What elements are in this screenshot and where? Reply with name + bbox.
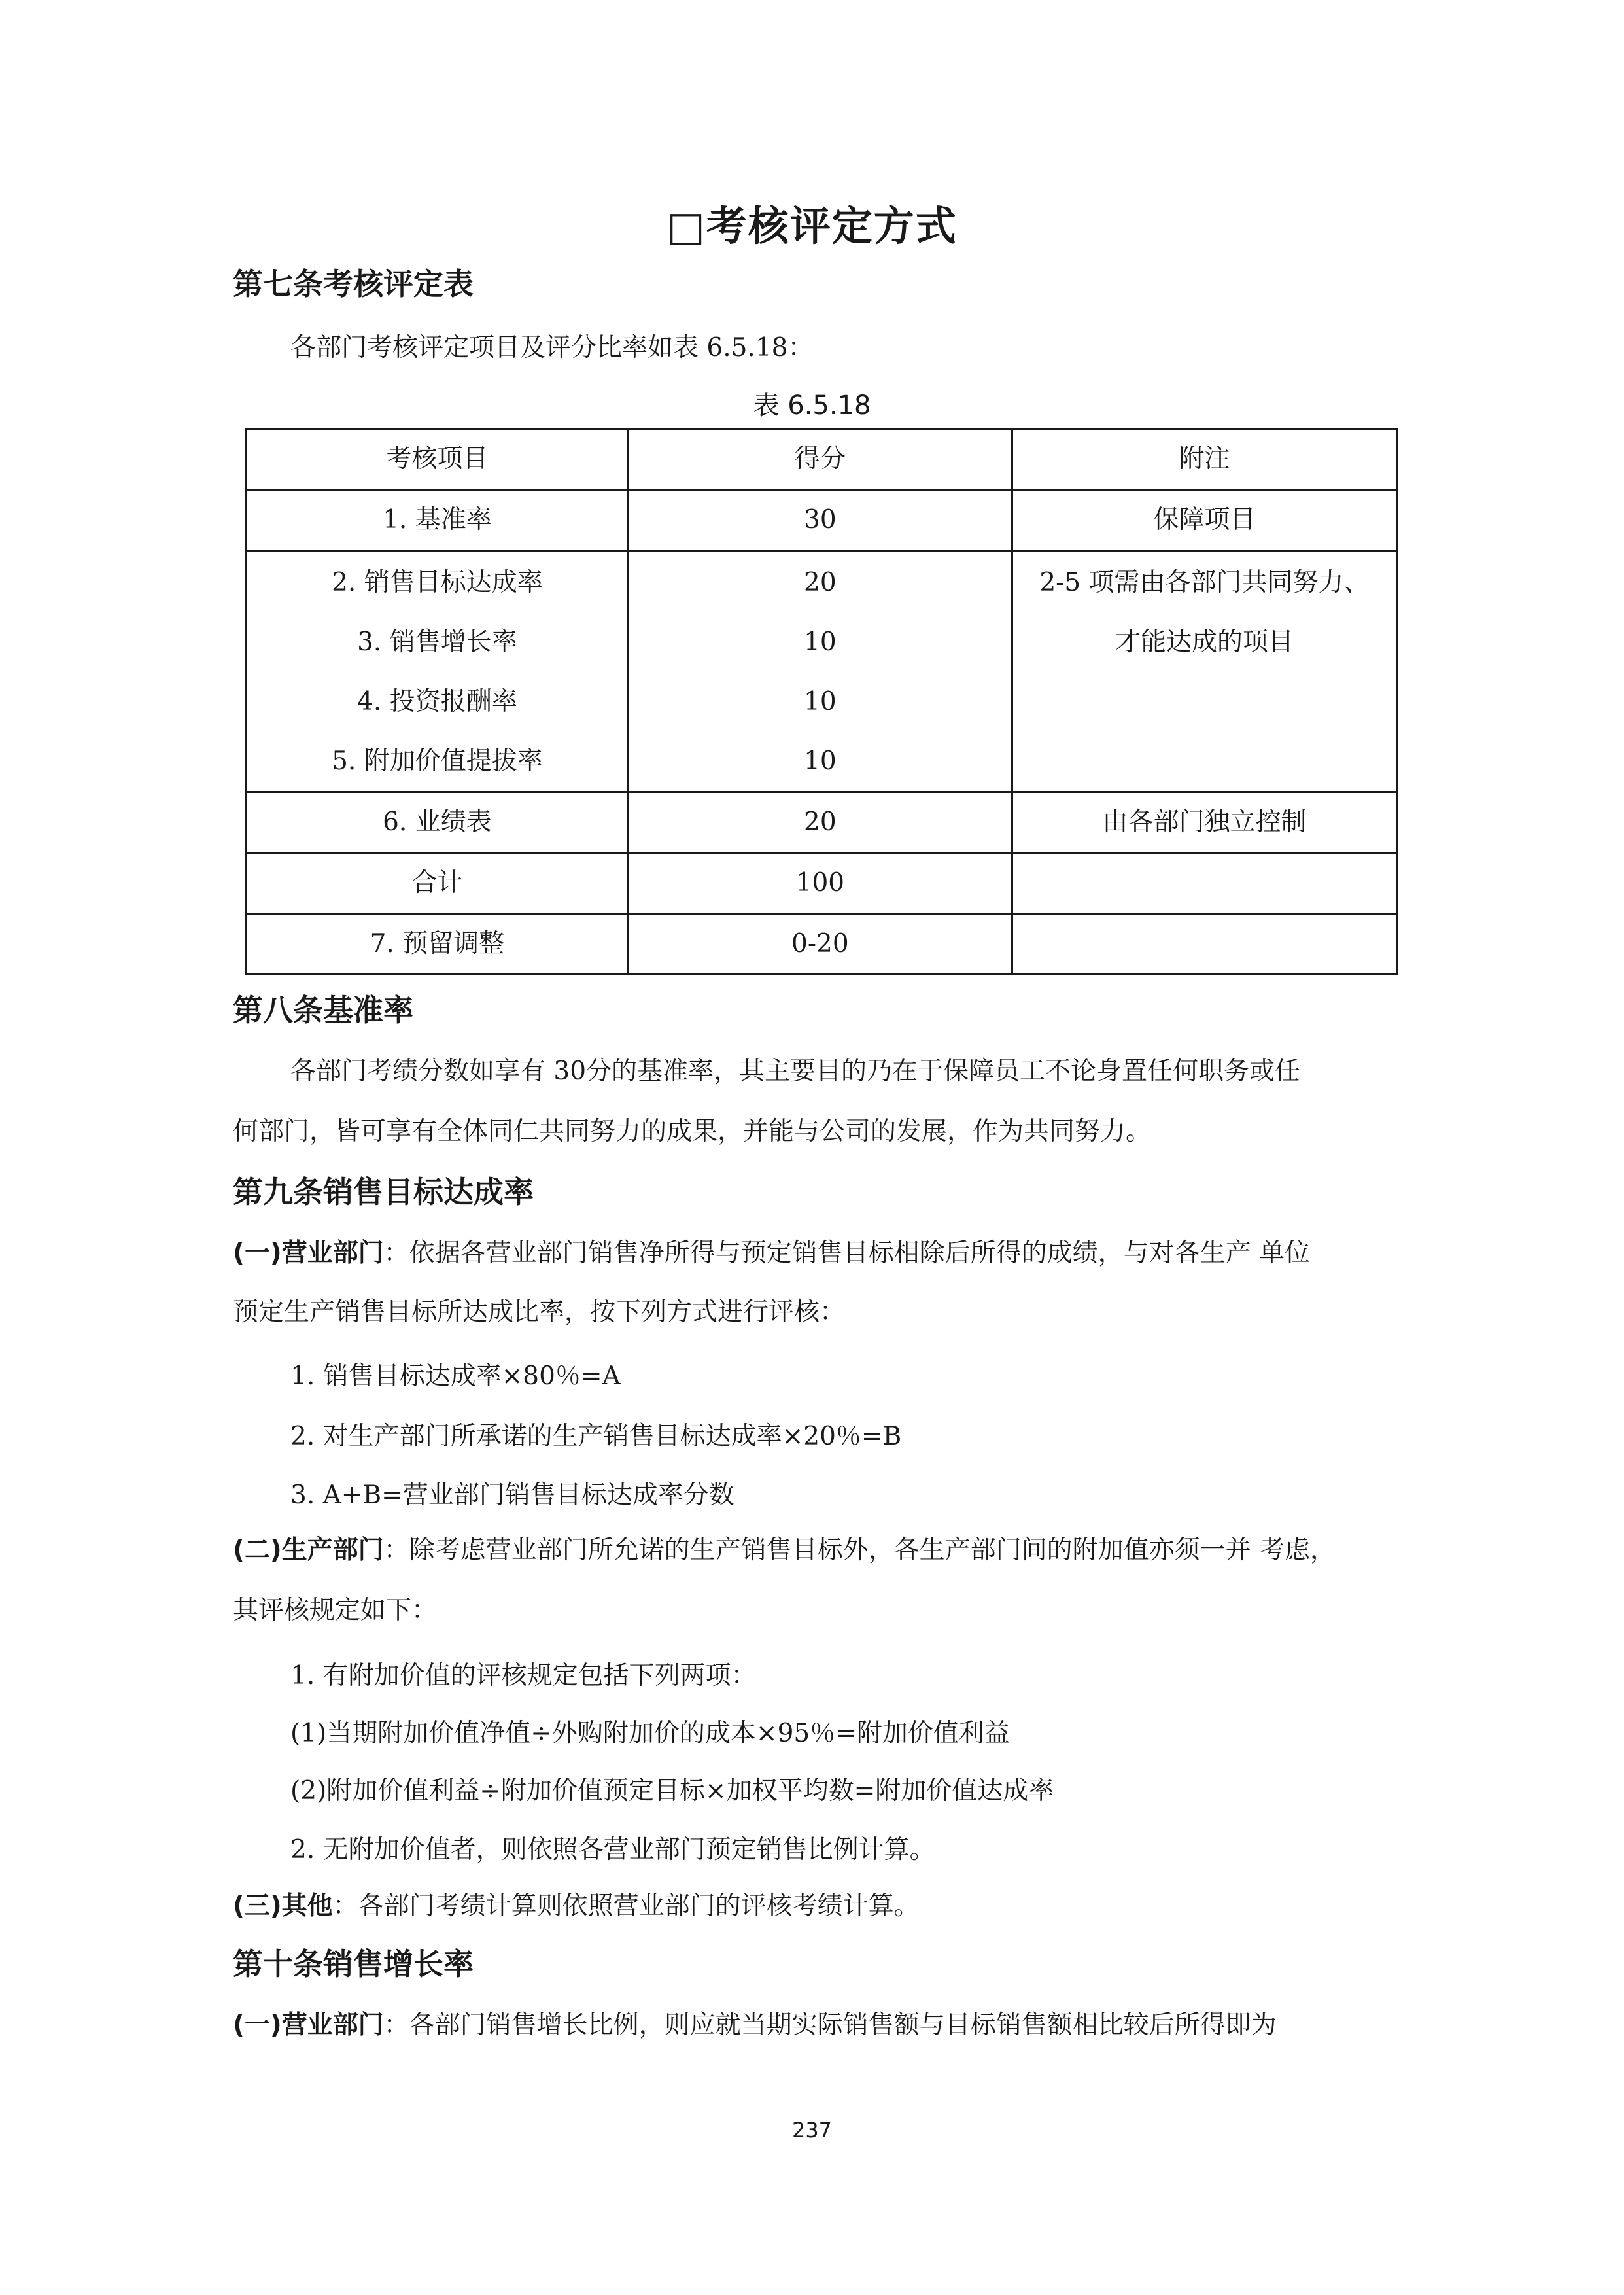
header-cell-note: 附注 — [1012, 429, 1396, 490]
table-row — [247, 792, 1397, 853]
article10-heading: 第十条销售增长率 — [233, 1946, 474, 1982]
header-cell-item: 考核项目 — [247, 429, 629, 490]
cell-item: 6. 业绩表 — [247, 792, 629, 853]
section-lead: (一)营业部门 — [233, 2010, 384, 2040]
list-item: 1. 有附加价值的评核规定包括下列两项： — [290, 1661, 757, 1691]
article9-sec2-line — [233, 1530, 1336, 1566]
cell-score: 10 — [804, 687, 837, 716]
article9-sec3-line — [233, 1885, 920, 1922]
section-text: ：依据各营业部门销售净所得与预定销售目标相除后所得的成绩，与对各生产 单位 — [383, 1238, 1311, 1268]
list-item: (2)附加价值利益÷附加价值预定目标×加权平均数=附加价值达成率 — [290, 1776, 1054, 1806]
cell-item: 4. 投资报酬率 — [357, 687, 517, 716]
section-lead: (一)营业部门 — [233, 1238, 384, 1268]
section-text: ：除考虑营业部门所允诺的生产销售目标外，各生产部门间的附加值亦须一并 考虑， — [383, 1535, 1336, 1565]
article8-line: 何部门，皆可享有全体同仁共同努力的成果，并能与公司的发展，作为共同努力。 — [233, 1117, 1152, 1146]
section-text: ：各部门销售增长比例，则应就当期实际销售额与目标销售额相比较后所得即为 — [383, 2010, 1277, 2040]
article8-line: 各部门考绩分数如享有 30分的基准率，其主要目的乃在于保障员工不论身置任何职务或任 — [290, 1057, 1301, 1086]
cell-scores-group — [628, 551, 1012, 792]
cell-item: 7. 预留调整 — [247, 914, 629, 975]
article7-heading: 第七条考核评定表 — [233, 266, 474, 302]
article9-sec1-line: 预定生产销售目标所达成比率，按下列方式进行评核： — [233, 1297, 846, 1327]
cell-note: 由各部门独立控制 — [1012, 792, 1396, 853]
article10-sec1-line — [233, 2005, 1277, 2041]
header-cell-score: 得分 — [628, 429, 1012, 490]
cell-score: 100 — [628, 853, 1012, 914]
article9-sec2-line: 其评核规定如下： — [233, 1596, 438, 1625]
cell-note: 保障项目 — [1012, 490, 1396, 551]
cell-score: 20 — [628, 792, 1012, 853]
cell-notes-group — [1012, 551, 1396, 792]
cell-score: 10 — [804, 627, 837, 657]
list-item: (1)当期附加价值净值÷外购附加价的成本×95％=附加价值利益 — [290, 1719, 1010, 1748]
table-caption: 表 6.5.18 — [753, 391, 871, 421]
cell-note — [1012, 914, 1396, 975]
list-item: 3. A+B=营业部门销售目标达成率分数 — [290, 1480, 734, 1510]
section-lead: (三)其他 — [233, 1891, 333, 1921]
list-item: 1. 销售目标达成率×80％=A — [290, 1361, 621, 1391]
list-item: 2. 无附加价值者，则依照各营业部门预定销售比例计算。 — [290, 1835, 935, 1865]
table-row-total — [247, 853, 1397, 914]
cell-item: 1. 基准率 — [247, 490, 629, 551]
cell-score: 10 — [804, 746, 837, 776]
table-header-row — [247, 429, 1397, 490]
section-lead: (二)生产部门 — [233, 1535, 384, 1565]
cell-item: 3. 销售增长率 — [357, 627, 517, 657]
cell-score: 0-20 — [628, 914, 1012, 975]
table-row — [247, 490, 1397, 551]
cell-items-group — [247, 551, 629, 792]
section-text: ：各部门考绩计算则依照营业部门的评核考绩计算。 — [332, 1891, 920, 1921]
document-title: □考核评定方式 — [666, 202, 958, 250]
cell-item: 2. 销售目标达成率 — [332, 568, 543, 597]
article7-intro: 各部门考核评定项目及评分比率如表 6.5.18： — [290, 333, 814, 362]
cell-item: 合计 — [247, 853, 629, 914]
evaluation-table — [245, 428, 1398, 975]
table-row — [247, 914, 1397, 975]
cell-note: 才能达成的项目 — [1114, 627, 1294, 657]
cell-score: 20 — [804, 568, 837, 597]
page-number: 237 — [791, 2118, 833, 2143]
article8-heading: 第八条基准率 — [233, 992, 413, 1028]
list-item: 2. 对生产部门所承诺的生产销售目标达成率×20％=B — [290, 1422, 902, 1451]
table-row-group — [247, 551, 1397, 792]
cell-note: 2-5 项需由各部门共同努力、 — [1039, 568, 1370, 597]
cell-item: 5. 附加价值提拔率 — [332, 746, 543, 776]
article9-heading: 第九条销售目标达成率 — [233, 1174, 534, 1210]
cell-score: 30 — [628, 490, 1012, 551]
cell-note — [1012, 853, 1396, 914]
article9-sec1-line — [233, 1233, 1310, 1269]
